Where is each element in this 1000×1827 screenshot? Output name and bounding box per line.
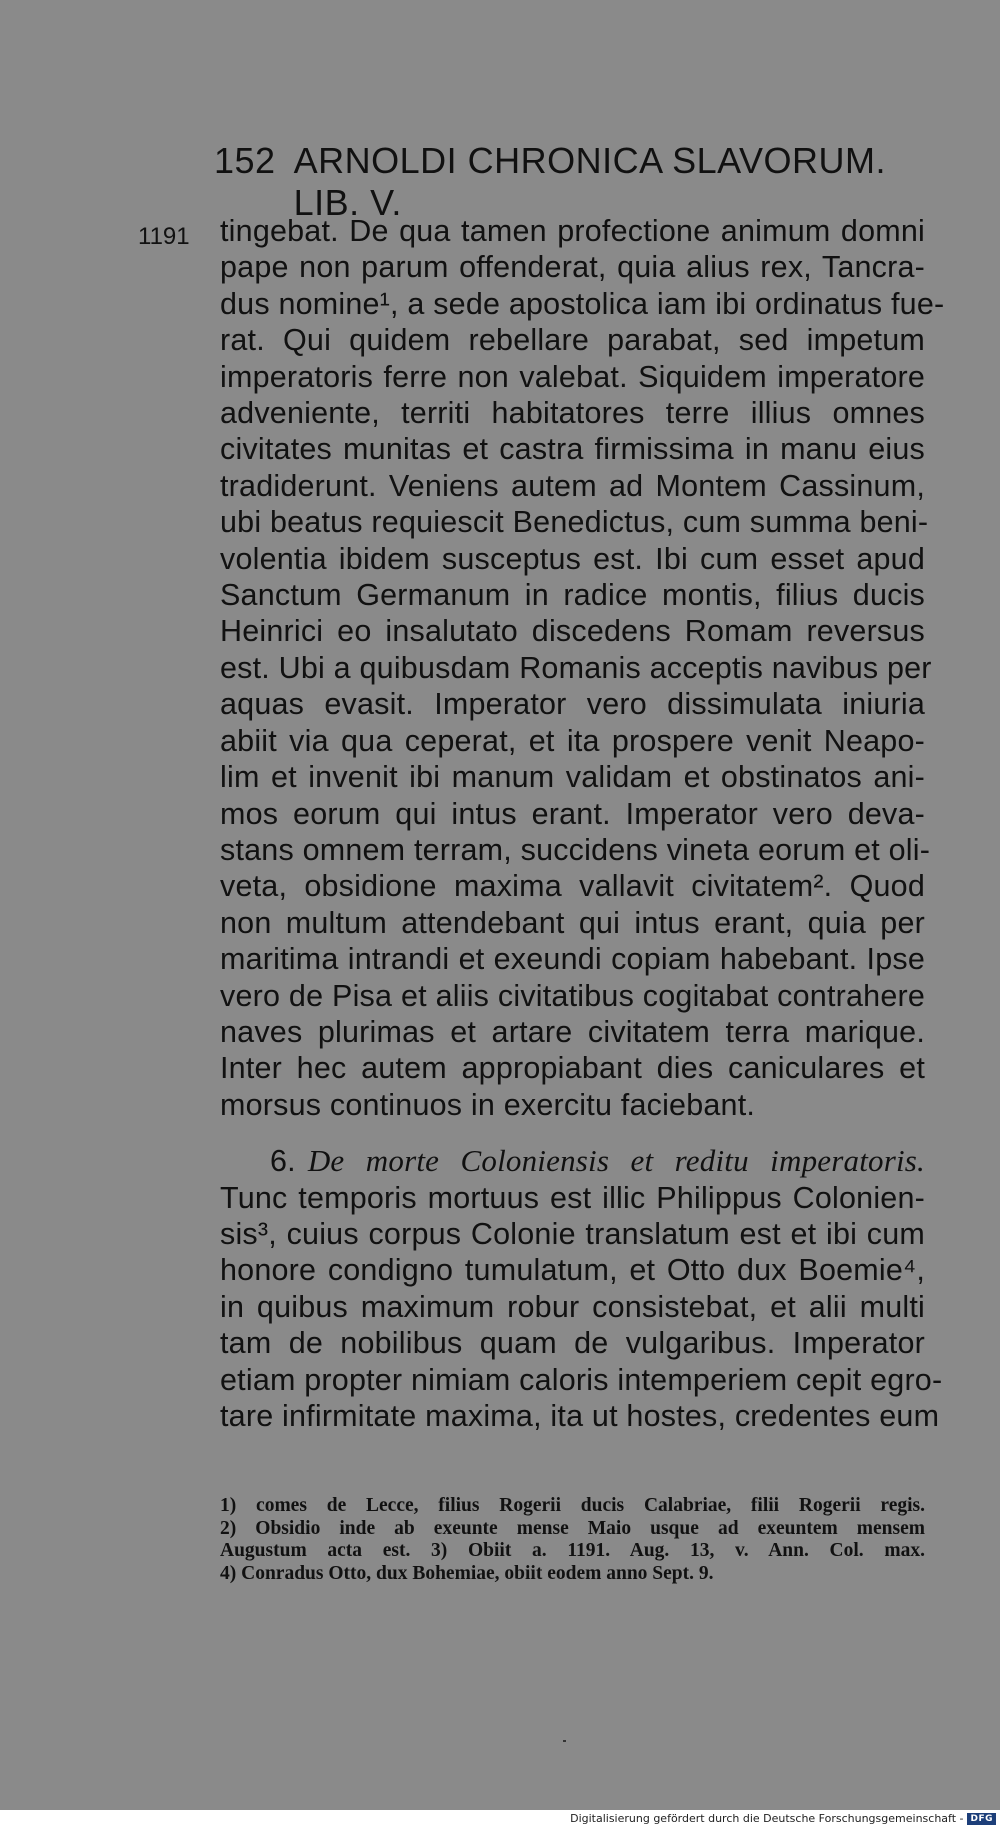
main-text: [220, 213, 945, 1434]
running-header: [214, 140, 914, 224]
page-number: 152: [214, 140, 276, 181]
footnote-line: 2) Obsidio inde ab exeunte mense Maio usque ad exeuntem mensem: [220, 1517, 925, 1539]
text-line: maritima intrandi et exeundi copiam habebant. Ipse: [220, 942, 925, 977]
footer-credit: Digitalisierung gefördert durch die Deutsche Forschungsgemeinschaft -: [570, 1812, 964, 1825]
footnote-line: 1) comes de Lecce, filius Rogerii ducis Calabriae, filii Rogerii regis.: [220, 1495, 925, 1516]
text-line: vero de Pisa et aliis civitatibus cogitabat contrahere: [220, 978, 925, 1013]
text-line: pape non parum offenderat, quia alius rex, Tancra-: [220, 250, 925, 285]
running-title: ARNOLDI CHRONICA SLAVORUM. LIB. V.: [293, 140, 887, 223]
speck-mark: [563, 1740, 566, 1742]
text-line: aquas evasit. Imperator vero dissimulata iniuria: [220, 687, 925, 722]
text-line: ubi beatus requiescit Benedictus, cum summa beni-: [220, 505, 929, 540]
paragraph-2: [220, 1180, 943, 1435]
dfg-logo-icon: DFG: [967, 1813, 996, 1825]
text-line: adveniente, territi habitatores terre illius omnes: [220, 396, 925, 431]
text-line: honore condigno tumulatum, et Otto dux Boemie⁴,: [220, 1253, 925, 1288]
text-line: tradiderunt. Veniens autem ad Montem Cassinum,: [220, 468, 925, 503]
section-title: De morte Coloniensis et reditu imperatoris.: [307, 1143, 925, 1179]
footnote-line: Augustum acta est. 3) Obiit a. 1191. Aug. 13, v. Ann. Col. max.: [220, 1540, 925, 1561]
text-line: Heinrici eo insalutato discedens Romam reversus: [220, 614, 925, 649]
margin-year: 1191: [138, 223, 190, 250]
text-line: stans omnem terram, succidens vineta eorum et oli-: [220, 832, 931, 867]
text-line: lim et invenit ibi manum validam et obstinatos ani-: [220, 760, 925, 795]
text-line: Inter hec autem appropiabant dies caniculares et: [220, 1051, 925, 1086]
text-line: abiit via qua ceperat, et ita prospere venit Neapo-: [220, 723, 925, 758]
text-line: mos eorum qui intus erant. Imperator vero deva-: [220, 796, 925, 831]
text-line: veta, obsidione maxima vallavit civitatem². Quod: [220, 869, 925, 904]
text-line: Tunc temporis mortuus est illic Philippus Colonien-: [220, 1180, 925, 1215]
text-line: Sanctum Germanum in radice montis, filius ducis: [220, 578, 925, 613]
text-line: rat. Qui quidem rebellare parabat, sed impetum: [220, 323, 925, 358]
footnote-line: 4) Conradus Otto, dux Bohemiae, obiit eodem anno Sept. 9.: [220, 1562, 714, 1584]
footnotes: [220, 1495, 925, 1585]
text-line: tingebat. De qua tamen profectione animum domni: [220, 214, 925, 248]
text-line: dus nomine¹, a sede apostolica iam ibi ordinatus fue-: [220, 286, 945, 321]
text-line: imperatoris ferre non valebat. Siquidem imperatore: [220, 359, 925, 394]
text-line: est. Ubi a quibusdam Romanis acceptis navibus per: [220, 650, 932, 685]
text-line: in quibus maximum robur consistebat, et alii multi: [220, 1289, 925, 1324]
text-line: tare infirmitate maxima, ita ut hostes, credentes eum: [220, 1399, 940, 1433]
text-line: non multum attendebant qui intus erant, quia per: [220, 905, 925, 940]
text-line: tam de nobilibus quam de vulgaribus. Imperator: [220, 1326, 925, 1361]
text-line: volentia ibidem susceptus est. Ibi cum esset apud: [220, 541, 925, 576]
paragraph-1: [220, 213, 945, 1123]
digitization-footer: [0, 1810, 1000, 1827]
text-line: civitates munitas et castra firmissima in manu eius: [220, 432, 925, 467]
section-heading: [220, 1143, 925, 1179]
text-line: naves plurimas et artare civitatem terra marique.: [220, 1014, 925, 1049]
section-number: 6.: [270, 1144, 296, 1179]
text-line: morsus continuos in exercitu faciebant.: [220, 1087, 756, 1122]
text-line: sis³, cuius corpus Colonie translatum est et ibi cum: [220, 1216, 925, 1251]
text-line: etiam propter nimiam caloris intemperiem cepit egro-: [220, 1362, 943, 1397]
